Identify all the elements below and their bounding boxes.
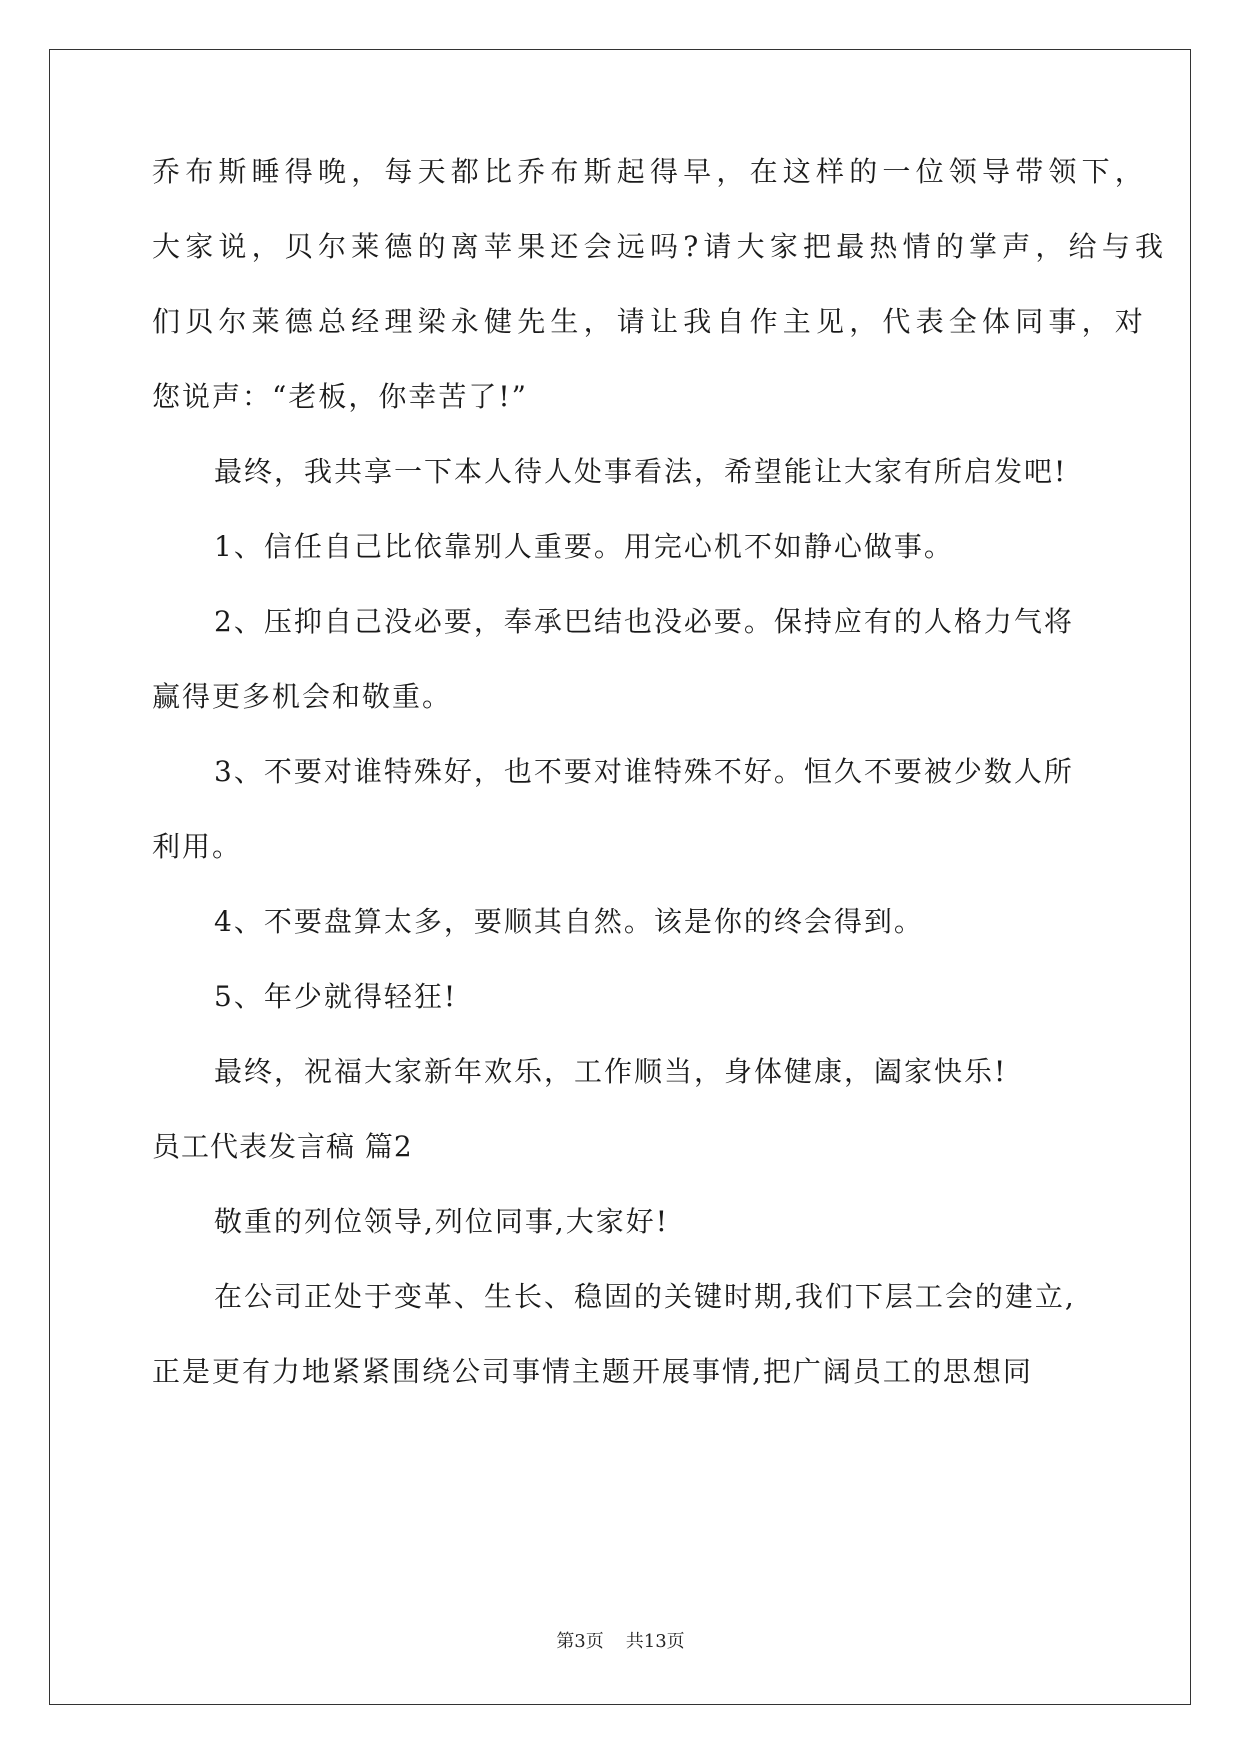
paragraph-line: 大家说，贝尔莱德的离苹果还会远吗?请大家把最热情的掌声，给与我 [152,230,1169,263]
section-heading: 员工代表发言稿 篇2 [152,1130,413,1163]
paragraph-line: 最终，我共享一下本人待人处事看法，希望能让大家有所启发吧! [214,455,1068,488]
list-item: 4、不要盘算太多，要顺其自然。该是你的终会得到。 [214,905,924,938]
page-number: 第3页 [556,1631,604,1652]
paragraph-line: 正是更有力地紧紧围绕公司事情主题开展事情,把广阔员工的思想同 [152,1355,1033,1388]
list-item-continuation: 赢得更多机会和敬重。 [152,680,453,713]
list-item: 5、年少就得轻狂! [214,980,458,1013]
paragraph-line: 敬重的列位领导,列位同事,大家好! [214,1205,670,1238]
list-item: 2、压抑自己没必要，奉承巴结也没必要。保持应有的人格力气将 [214,605,1074,638]
paragraph-line: 们贝尔莱德总经理梁永健先生，请让我自作主见，代表全体同事，对 [152,305,1149,338]
page-total: 共13页 [625,1631,685,1652]
page-footer [0,1630,1241,1654]
list-item: 3、不要对谁特殊好，也不要对谁特殊不好。恒久不要被少数人所 [214,755,1074,788]
page-border [49,49,1191,1705]
paragraph-line: 您说声：“老板，你幸苦了!” [152,380,528,413]
paragraph-line: 最终，祝福大家新年欢乐，工作顺当，身体健康，阖家快乐! [214,1055,1008,1088]
paragraph-line: 乔布斯睡得晚，每天都比乔布斯起得早，在这样的一位领导带领下， [152,155,1149,188]
paragraph-line: 在公司正处于变革、生长、稳固的关键时期,我们下层工会的建立, [214,1280,1076,1313]
list-item-continuation: 利用。 [152,830,243,863]
list-item: 1、信任自己比依靠别人重要。用完心机不如静心做事。 [214,530,954,563]
